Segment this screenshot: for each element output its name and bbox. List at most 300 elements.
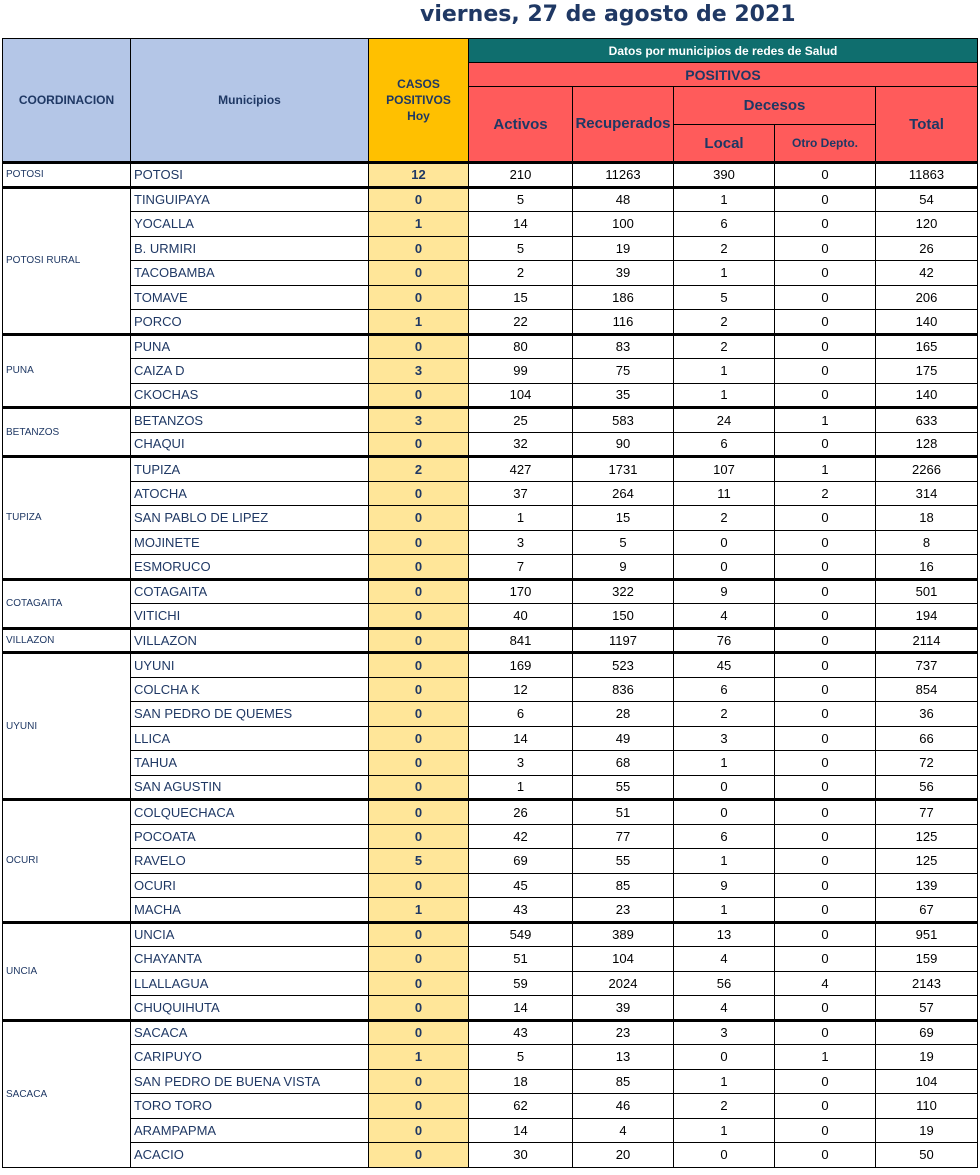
table-row (3, 775, 978, 800)
casos-hoy-cell: 0 (369, 922, 469, 947)
total-cell: 56 (876, 775, 978, 800)
municipio-cell: PUNA (131, 334, 369, 359)
casos-hoy-cell: 0 (369, 555, 469, 580)
municipio-cell: CARIPUYO (131, 1045, 369, 1070)
casos-hoy-cell: 0 (369, 677, 469, 702)
activos-cell: 69 (469, 849, 573, 874)
recuperados-cell: 28 (573, 702, 674, 727)
recuperados-cell: 23 (573, 898, 674, 923)
casos-hoy-cell: 0 (369, 775, 469, 800)
total-cell: 206 (876, 285, 978, 310)
activos-cell: 104 (469, 383, 573, 408)
decesos-local-cell: 6 (674, 212, 775, 237)
activos-cell: 841 (469, 628, 573, 653)
decesos-local-cell: 5 (674, 285, 775, 310)
decesos-otro-depto-cell: 0 (775, 800, 876, 825)
municipio-cell: CHUQUIHUTA (131, 996, 369, 1021)
total-cell: 854 (876, 677, 978, 702)
decesos-local-cell: 1 (674, 261, 775, 286)
decesos-local-cell: 1 (674, 359, 775, 384)
casos-hoy-cell: 0 (369, 947, 469, 972)
casos-hoy-cell: 1 (369, 898, 469, 923)
total-cell: 501 (876, 579, 978, 604)
casos-hoy-cell: 0 (369, 481, 469, 506)
decesos-otro-depto-cell: 0 (775, 1069, 876, 1094)
activos-cell: 2 (469, 261, 573, 286)
table-row (3, 236, 978, 261)
recuperados-cell: 2024 (573, 971, 674, 996)
activos-cell: 30 (469, 1143, 573, 1168)
decesos-local-cell: 24 (674, 408, 775, 433)
municipio-cell: COLCHA K (131, 677, 369, 702)
total-cell: 737 (876, 653, 978, 678)
casos-hoy-cell: 2 (369, 457, 469, 482)
recuperados-cell: 75 (573, 359, 674, 384)
casos-hoy-cell: 0 (369, 1143, 469, 1168)
table-row (3, 971, 978, 996)
total-cell: 72 (876, 751, 978, 776)
municipio-cell: SAN PEDRO DE BUENA VISTA (131, 1069, 369, 1094)
decesos-local-cell: 45 (674, 653, 775, 678)
decesos-local-cell: 4 (674, 996, 775, 1021)
total-cell: 19 (876, 1045, 978, 1070)
decesos-local-cell: 107 (674, 457, 775, 482)
table-row (3, 579, 978, 604)
recuperados-cell: 35 (573, 383, 674, 408)
total-cell: 2143 (876, 971, 978, 996)
recuperados-cell: 5 (573, 530, 674, 555)
municipio-cell: POTOSI (131, 163, 369, 188)
recuperados-cell: 4 (573, 1118, 674, 1143)
municipio-cell: COTAGAITA (131, 579, 369, 604)
recuperados-cell: 836 (573, 677, 674, 702)
total-cell: 77 (876, 800, 978, 825)
recuperados-cell: 90 (573, 432, 674, 457)
table-row (3, 555, 978, 580)
recuperados-cell: 523 (573, 653, 674, 678)
activos-cell: 25 (469, 408, 573, 433)
casos-hoy-cell: 0 (369, 873, 469, 898)
casos-hoy-cell: 0 (369, 628, 469, 653)
municipio-cell: POCOATA (131, 824, 369, 849)
recuperados-cell: 77 (573, 824, 674, 849)
total-cell: 951 (876, 922, 978, 947)
table-header (3, 39, 978, 163)
recuperados-cell: 1731 (573, 457, 674, 482)
total-cell: 128 (876, 432, 978, 457)
municipio-cell: ACACIO (131, 1143, 369, 1168)
decesos-local-cell: 3 (674, 726, 775, 751)
casos-hoy-cell: 0 (369, 702, 469, 727)
total-cell: 19 (876, 1118, 978, 1143)
decesos-otro-depto-cell: 0 (775, 555, 876, 580)
decesos-otro-depto-cell: 0 (775, 1118, 876, 1143)
municipio-cell: B. URMIRI (131, 236, 369, 261)
activos-cell: 1 (469, 506, 573, 531)
header-activos: Activos (469, 87, 573, 163)
table-row (3, 457, 978, 482)
municipio-cell: RAVELO (131, 849, 369, 874)
decesos-local-cell: 0 (674, 800, 775, 825)
header-total: Total (876, 87, 978, 163)
decesos-otro-depto-cell: 0 (775, 628, 876, 653)
decesos-local-cell: 6 (674, 432, 775, 457)
decesos-local-cell: 1 (674, 751, 775, 776)
coordinacion-cell: UYUNI (3, 653, 131, 800)
decesos-otro-depto-cell: 0 (775, 873, 876, 898)
activos-cell: 37 (469, 481, 573, 506)
table-row (3, 359, 978, 384)
table-row (3, 800, 978, 825)
decesos-otro-depto-cell: 1 (775, 408, 876, 433)
casos-hoy-cell: 0 (369, 751, 469, 776)
casos-hoy-cell: 0 (369, 530, 469, 555)
activos-cell: 15 (469, 285, 573, 310)
municipio-cell: MACHA (131, 898, 369, 923)
header-positivos: POSITIVOS (469, 63, 978, 87)
casos-hoy-cell: 0 (369, 1094, 469, 1119)
decesos-local-cell: 0 (674, 775, 775, 800)
header-otro-depto: Otro Depto. (775, 125, 876, 163)
coordinacion-cell: SACACA (3, 1020, 131, 1167)
municipio-cell: ATOCHA (131, 481, 369, 506)
activos-cell: 14 (469, 1118, 573, 1143)
decesos-otro-depto-cell: 2 (775, 481, 876, 506)
municipio-cell: CHAQUI (131, 432, 369, 457)
table-row (3, 187, 978, 212)
table-row (3, 996, 978, 1021)
municipio-cell: LLALLAGUA (131, 971, 369, 996)
municipio-cell: TACOBAMBA (131, 261, 369, 286)
casos-hoy-cell: 0 (369, 971, 469, 996)
municipio-cell: SAN PABLO DE LIPEZ (131, 506, 369, 531)
decesos-local-cell: 2 (674, 236, 775, 261)
municipio-cell: TINGUIPAYA (131, 187, 369, 212)
total-cell: 194 (876, 604, 978, 629)
table-row (3, 285, 978, 310)
total-cell: 36 (876, 702, 978, 727)
header-decesos: Decesos (674, 87, 876, 125)
activos-cell: 43 (469, 1020, 573, 1045)
recuperados-cell: 39 (573, 996, 674, 1021)
activos-cell: 12 (469, 677, 573, 702)
casos-hoy-cell: 0 (369, 506, 469, 531)
decesos-local-cell: 2 (674, 506, 775, 531)
decesos-local-cell: 0 (674, 555, 775, 580)
decesos-otro-depto-cell: 0 (775, 947, 876, 972)
decesos-local-cell: 0 (674, 1143, 775, 1168)
table-row (3, 1045, 978, 1070)
total-cell: 120 (876, 212, 978, 237)
casos-hoy-cell: 0 (369, 824, 469, 849)
casos-hoy-cell: 0 (369, 1069, 469, 1094)
total-cell: 104 (876, 1069, 978, 1094)
table-row (3, 481, 978, 506)
decesos-otro-depto-cell: 0 (775, 677, 876, 702)
decesos-otro-depto-cell: 0 (775, 849, 876, 874)
decesos-otro-depto-cell: 0 (775, 726, 876, 751)
decesos-local-cell: 390 (674, 163, 775, 188)
total-cell: 8 (876, 530, 978, 555)
recuperados-cell: 46 (573, 1094, 674, 1119)
decesos-otro-depto-cell: 0 (775, 922, 876, 947)
decesos-local-cell: 2 (674, 310, 775, 335)
decesos-otro-depto-cell: 0 (775, 702, 876, 727)
total-cell: 139 (876, 873, 978, 898)
coordinacion-cell: POTOSI (3, 163, 131, 188)
header-coordinacion: COORDINACION (3, 39, 131, 163)
casos-hoy-cell: 3 (369, 408, 469, 433)
decesos-otro-depto-cell: 1 (775, 1045, 876, 1070)
decesos-local-cell: 13 (674, 922, 775, 947)
recuperados-cell: 55 (573, 775, 674, 800)
activos-cell: 14 (469, 726, 573, 751)
decesos-local-cell: 6 (674, 677, 775, 702)
recuperados-cell: 39 (573, 261, 674, 286)
activos-cell: 62 (469, 1094, 573, 1119)
coordinacion-cell: POTOSI RURAL (3, 187, 131, 334)
activos-cell: 169 (469, 653, 573, 678)
decesos-otro-depto-cell: 0 (775, 334, 876, 359)
casos-hoy-cell: 0 (369, 261, 469, 286)
report-title-bar (0, 0, 980, 36)
casos-hoy-cell: 5 (369, 849, 469, 874)
casos-hoy-cell: 1 (369, 1045, 469, 1070)
casos-hoy-cell: 3 (369, 359, 469, 384)
decesos-otro-depto-cell: 0 (775, 824, 876, 849)
activos-cell: 1 (469, 775, 573, 800)
activos-cell: 32 (469, 432, 573, 457)
municipio-cell: SAN PEDRO DE QUEMES (131, 702, 369, 727)
decesos-local-cell: 4 (674, 604, 775, 629)
municipio-cell: LLICA (131, 726, 369, 751)
recuperados-cell: 13 (573, 1045, 674, 1070)
table-row (3, 310, 978, 335)
decesos-otro-depto-cell: 1 (775, 457, 876, 482)
total-cell: 26 (876, 236, 978, 261)
municipio-cell: CAIZA D (131, 359, 369, 384)
casos-hoy-cell: 0 (369, 236, 469, 261)
decesos-local-cell: 2 (674, 1094, 775, 1119)
total-cell: 140 (876, 383, 978, 408)
recuperados-cell: 116 (573, 310, 674, 335)
total-cell: 314 (876, 481, 978, 506)
decesos-local-cell: 9 (674, 873, 775, 898)
table-row (3, 1020, 978, 1045)
total-cell: 633 (876, 408, 978, 433)
activos-cell: 549 (469, 922, 573, 947)
table-row (3, 653, 978, 678)
activos-cell: 14 (469, 212, 573, 237)
recuperados-cell: 150 (573, 604, 674, 629)
activos-cell: 40 (469, 604, 573, 629)
coordinacion-cell: PUNA (3, 334, 131, 408)
recuperados-cell: 389 (573, 922, 674, 947)
activos-cell: 5 (469, 236, 573, 261)
recuperados-cell: 1197 (573, 628, 674, 653)
table-row (3, 1069, 978, 1094)
decesos-local-cell: 2 (674, 702, 775, 727)
table-body (3, 163, 978, 1168)
decesos-otro-depto-cell: 0 (775, 187, 876, 212)
municipio-cell: UNCIA (131, 922, 369, 947)
decesos-otro-depto-cell: 0 (775, 359, 876, 384)
activos-cell: 99 (469, 359, 573, 384)
total-cell: 57 (876, 996, 978, 1021)
municipio-cell: SACACA (131, 1020, 369, 1045)
recuperados-cell: 9 (573, 555, 674, 580)
decesos-otro-depto-cell: 0 (775, 1143, 876, 1168)
table-row (3, 506, 978, 531)
municipio-cell: UYUNI (131, 653, 369, 678)
header-casos-hoy (369, 39, 469, 163)
casos-hoy-cell: 0 (369, 432, 469, 457)
table-row (3, 334, 978, 359)
total-cell: 50 (876, 1143, 978, 1168)
municipio-cell: CKOCHAS (131, 383, 369, 408)
decesos-local-cell: 1 (674, 383, 775, 408)
municipio-cell: SAN AGUSTIN (131, 775, 369, 800)
decesos-otro-depto-cell: 0 (775, 163, 876, 188)
casos-hoy-cell: 0 (369, 1020, 469, 1045)
total-cell: 159 (876, 947, 978, 972)
total-cell: 42 (876, 261, 978, 286)
total-cell: 2114 (876, 628, 978, 653)
recuperados-cell: 19 (573, 236, 674, 261)
total-cell: 165 (876, 334, 978, 359)
activos-cell: 18 (469, 1069, 573, 1094)
table-row (3, 702, 978, 727)
decesos-local-cell: 6 (674, 824, 775, 849)
recuperados-cell: 85 (573, 873, 674, 898)
municipio-cell: ARAMPAPMA (131, 1118, 369, 1143)
municipio-cell: TOMAVE (131, 285, 369, 310)
decesos-local-cell: 4 (674, 947, 775, 972)
coordinacion-cell: TUPIZA (3, 457, 131, 580)
recuperados-cell: 100 (573, 212, 674, 237)
casos-hoy-cell: 0 (369, 653, 469, 678)
total-cell: 140 (876, 310, 978, 335)
casos-hoy-cell: 0 (369, 383, 469, 408)
total-cell: 2266 (876, 457, 978, 482)
total-cell: 66 (876, 726, 978, 751)
activos-cell: 6 (469, 702, 573, 727)
casos-hoy-cell: 0 (369, 285, 469, 310)
table-row (3, 1118, 978, 1143)
total-cell: 54 (876, 187, 978, 212)
decesos-local-cell: 11 (674, 481, 775, 506)
activos-cell: 59 (469, 971, 573, 996)
municipio-cell: MOJINETE (131, 530, 369, 555)
header-datos-redes: Datos por municipios de redes de Salud (469, 39, 978, 63)
decesos-otro-depto-cell: 0 (775, 506, 876, 531)
recuperados-cell: 49 (573, 726, 674, 751)
total-cell: 110 (876, 1094, 978, 1119)
coordinacion-cell: BETANZOS (3, 408, 131, 457)
recuperados-cell: 48 (573, 187, 674, 212)
recuperados-cell: 104 (573, 947, 674, 972)
recuperados-cell: 322 (573, 579, 674, 604)
header-municipios: Municipios (131, 39, 369, 163)
recuperados-cell: 23 (573, 1020, 674, 1045)
decesos-otro-depto-cell: 0 (775, 579, 876, 604)
municipio-cell: TUPIZA (131, 457, 369, 482)
municipio-cell: COLQUECHACA (131, 800, 369, 825)
header-recuperados (573, 87, 674, 163)
table-row (3, 261, 978, 286)
casos-hoy-cell: 0 (369, 187, 469, 212)
recuperados-cell: 83 (573, 334, 674, 359)
recuperados-cell: 51 (573, 800, 674, 825)
decesos-local-cell: 9 (674, 579, 775, 604)
casos-hoy-cell: 12 (369, 163, 469, 188)
table-row (3, 408, 978, 433)
casos-hoy-cell: 1 (369, 212, 469, 237)
recuperados-cell: 11263 (573, 163, 674, 188)
decesos-otro-depto-cell: 0 (775, 383, 876, 408)
decesos-local-cell: 1 (674, 1069, 775, 1094)
decesos-otro-depto-cell: 0 (775, 898, 876, 923)
table-row (3, 726, 978, 751)
decesos-local-cell: 0 (674, 530, 775, 555)
decesos-local-cell: 1 (674, 1118, 775, 1143)
recuperados-cell: 68 (573, 751, 674, 776)
recuperados-cell: 264 (573, 481, 674, 506)
casos-hoy-cell: 0 (369, 726, 469, 751)
total-cell: 175 (876, 359, 978, 384)
table-row (3, 212, 978, 237)
activos-cell: 170 (469, 579, 573, 604)
total-cell: 18 (876, 506, 978, 531)
table-row (3, 922, 978, 947)
decesos-otro-depto-cell: 0 (775, 1094, 876, 1119)
decesos-otro-depto-cell: 0 (775, 261, 876, 286)
decesos-otro-depto-cell: 0 (775, 653, 876, 678)
table-row (3, 1143, 978, 1168)
recuperados-cell: 20 (573, 1143, 674, 1168)
municipio-cell: ESMORUCO (131, 555, 369, 580)
table-row (3, 383, 978, 408)
recuperados-cell: 186 (573, 285, 674, 310)
coordinacion-cell: COTAGAITA (3, 579, 131, 628)
activos-cell: 42 (469, 824, 573, 849)
total-cell: 11863 (876, 163, 978, 188)
casos-hoy-cell: 1 (369, 310, 469, 335)
municipio-cell: OCURI (131, 873, 369, 898)
decesos-local-cell: 2 (674, 334, 775, 359)
table-row (3, 530, 978, 555)
total-cell: 125 (876, 849, 978, 874)
municipio-cell: VITICHI (131, 604, 369, 629)
municipio-cell: TORO TORO (131, 1094, 369, 1119)
activos-cell: 5 (469, 187, 573, 212)
table-row (3, 432, 978, 457)
table-row (3, 751, 978, 776)
recuperados-cell: 85 (573, 1069, 674, 1094)
table-row (3, 947, 978, 972)
activos-cell: 22 (469, 310, 573, 335)
table-row (3, 628, 978, 653)
table-row (3, 604, 978, 629)
activos-cell: 210 (469, 163, 573, 188)
recuperados-cell: 55 (573, 849, 674, 874)
casos-hoy-cell: 0 (369, 334, 469, 359)
decesos-local-cell: 56 (674, 971, 775, 996)
total-cell: 67 (876, 898, 978, 923)
recuperados-cell: 15 (573, 506, 674, 531)
table-row (3, 873, 978, 898)
decesos-otro-depto-cell: 0 (775, 236, 876, 261)
